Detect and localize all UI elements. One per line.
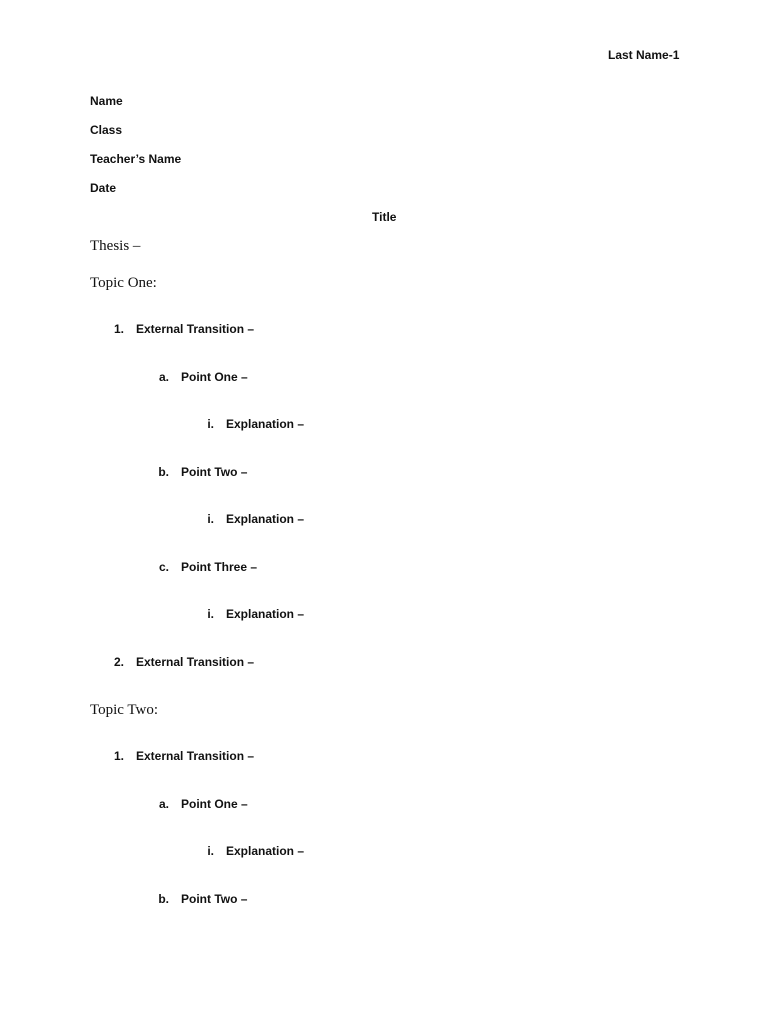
outline-text: Point Two – xyxy=(181,892,248,906)
outline-text: Explanation – xyxy=(226,512,305,526)
thesis-line: Thesis – xyxy=(90,238,141,254)
document-title: Title xyxy=(372,210,397,224)
outline-marker: 1. xyxy=(113,322,124,336)
class-name: Class xyxy=(90,123,123,137)
outline-marker: i. xyxy=(207,512,214,526)
outline-marker: 1. xyxy=(113,749,124,763)
date-line: Date xyxy=(90,181,117,195)
student-name: Name xyxy=(90,94,123,108)
outline-text: Point One – xyxy=(181,797,248,811)
outline-text: Point Three – xyxy=(181,560,258,574)
outline-marker: a. xyxy=(158,370,169,384)
outline-marker: i. xyxy=(207,417,214,431)
outline-text: External Transition – xyxy=(136,749,255,763)
topic-one-heading: Topic One: xyxy=(90,275,157,291)
teacher-name: Teacher’s Name xyxy=(90,152,182,166)
outline-text: Point One – xyxy=(181,370,248,384)
outline-marker: b. xyxy=(158,465,169,479)
outline-marker: a. xyxy=(158,797,169,811)
topic-two-heading: Topic Two: xyxy=(90,702,159,718)
outline-marker: b. xyxy=(158,892,169,906)
outline-text: External Transition – xyxy=(136,322,255,336)
outline-text: Explanation – xyxy=(226,417,305,431)
outline-text: External Transition – xyxy=(136,655,255,669)
outline-marker: 2. xyxy=(113,655,124,669)
page-header-label: Last Name-1 xyxy=(608,48,680,62)
outline-marker: i. xyxy=(207,844,214,858)
outline-marker: i. xyxy=(207,607,214,621)
outline-text: Point Two – xyxy=(181,465,248,479)
outline-text: Explanation – xyxy=(226,607,305,621)
outline-marker: c. xyxy=(158,560,169,574)
outline-text: Explanation – xyxy=(226,844,305,858)
